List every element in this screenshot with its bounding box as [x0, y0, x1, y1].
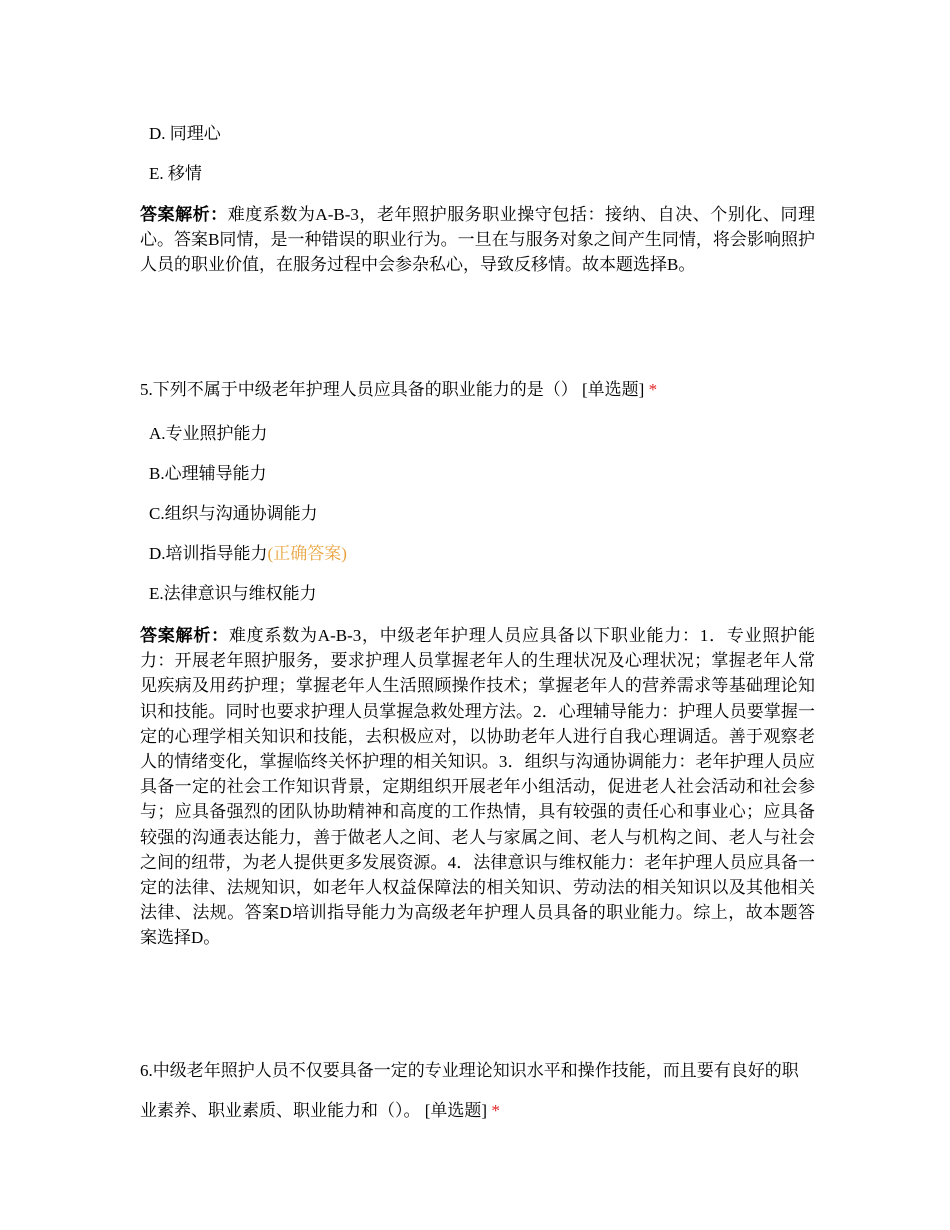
- correct-answer-tag: (正确答案): [267, 544, 347, 563]
- q6-question: [140, 1051, 815, 1131]
- option-text: C.组织与沟通协调能力: [149, 504, 318, 523]
- question-type-label: [单选题]: [424, 1101, 488, 1120]
- analysis-label: 答案解析：: [140, 205, 228, 224]
- q5-option-c[interactable]: [149, 504, 318, 524]
- option-text: E. 移情: [149, 164, 202, 183]
- option-text: B.心理辅导能力: [149, 464, 267, 483]
- required-mark: *: [491, 1101, 500, 1120]
- option-text: A.专业照护能力: [149, 424, 268, 443]
- question-text: 6.中级老年照护人员不仅要具备一定的专业理论知识水平和操作技能，而且要有良好的职业素养、职业素质、职业能力和（）。: [140, 1061, 799, 1120]
- question-type-label: [单选题]: [582, 380, 645, 399]
- q4-answer-analysis: [140, 202, 815, 278]
- option-text: D.培训指导能力: [149, 544, 268, 563]
- q5-question: [140, 379, 815, 401]
- q5-option-d[interactable]: [149, 544, 347, 564]
- analysis-label: 答案解析：: [140, 626, 229, 645]
- analysis-text: 难度系数为A-B-3，中级老年护理人员应具备以下职业能力：1．专业照护能力：开展老年照护服务，要求护理人员掌握老年人的生理状况及心理状况；掌握老年人常见疾病及用药护理；掌握老年人生活照顾操作技术；掌握老年人的营养需求等基础理论知识和技能。同时也要求护理人员掌握急救处理方法。2．心理辅导能力：护理人员要掌握一定的心理学相关知识和技能，去积极应对，以协助老年人进行自我心理调适。善于观察老人的情绪变化，掌握临终关怀护理的相关知识。3．组织与沟通协调能力：老年护理人员应具备一定的社会工作知识背景，定期组织开展老年小组活动，促进老人社会活动和社会参与；应具备强烈的团队协助精神和高度的工作热情，具有较强的责任心和事业心；应具备较强的沟通表达能力，善于做老人之间、老人与家属之间、老人与机构之间、老人与社会之间的纽带，为老人提供更多发展资源。4．法律意识与维权能力：老年护理人员应具备一定的法律、法规知识，如老年人权益保障法的相关知识、劳动法的相关知识以及其他相关法律、法规。答案D培训指导能力为高级老年护理人员具备的职业能力。综上，故本题答案选择D。: [140, 626, 816, 948]
- q4-option-e[interactable]: [149, 164, 202, 184]
- q4-option-d[interactable]: [149, 124, 221, 144]
- q5-answer-analysis: [140, 623, 815, 951]
- option-text: E.法律意识与维权能力: [149, 584, 317, 603]
- q5-option-a[interactable]: [149, 424, 268, 444]
- analysis-text: 难度系数为A-B-3，老年照护服务职业操守包括：接纳、自决、个别化、同理心。答案B同情，是一种错误的职业行为。一旦在与服务对象之间产生同情，将会影响照护人员的职业价值，在服务过程中会参杂私心，导致反移情。故本题选择B。: [140, 205, 816, 275]
- required-mark: *: [648, 380, 658, 399]
- option-text: D. 同理心: [149, 124, 221, 143]
- q5-option-e[interactable]: [149, 584, 317, 604]
- question-text: 5.下列不属于中级老年护理人员应具备的职业能力的是（）: [140, 380, 578, 399]
- q5-option-b[interactable]: [149, 464, 267, 484]
